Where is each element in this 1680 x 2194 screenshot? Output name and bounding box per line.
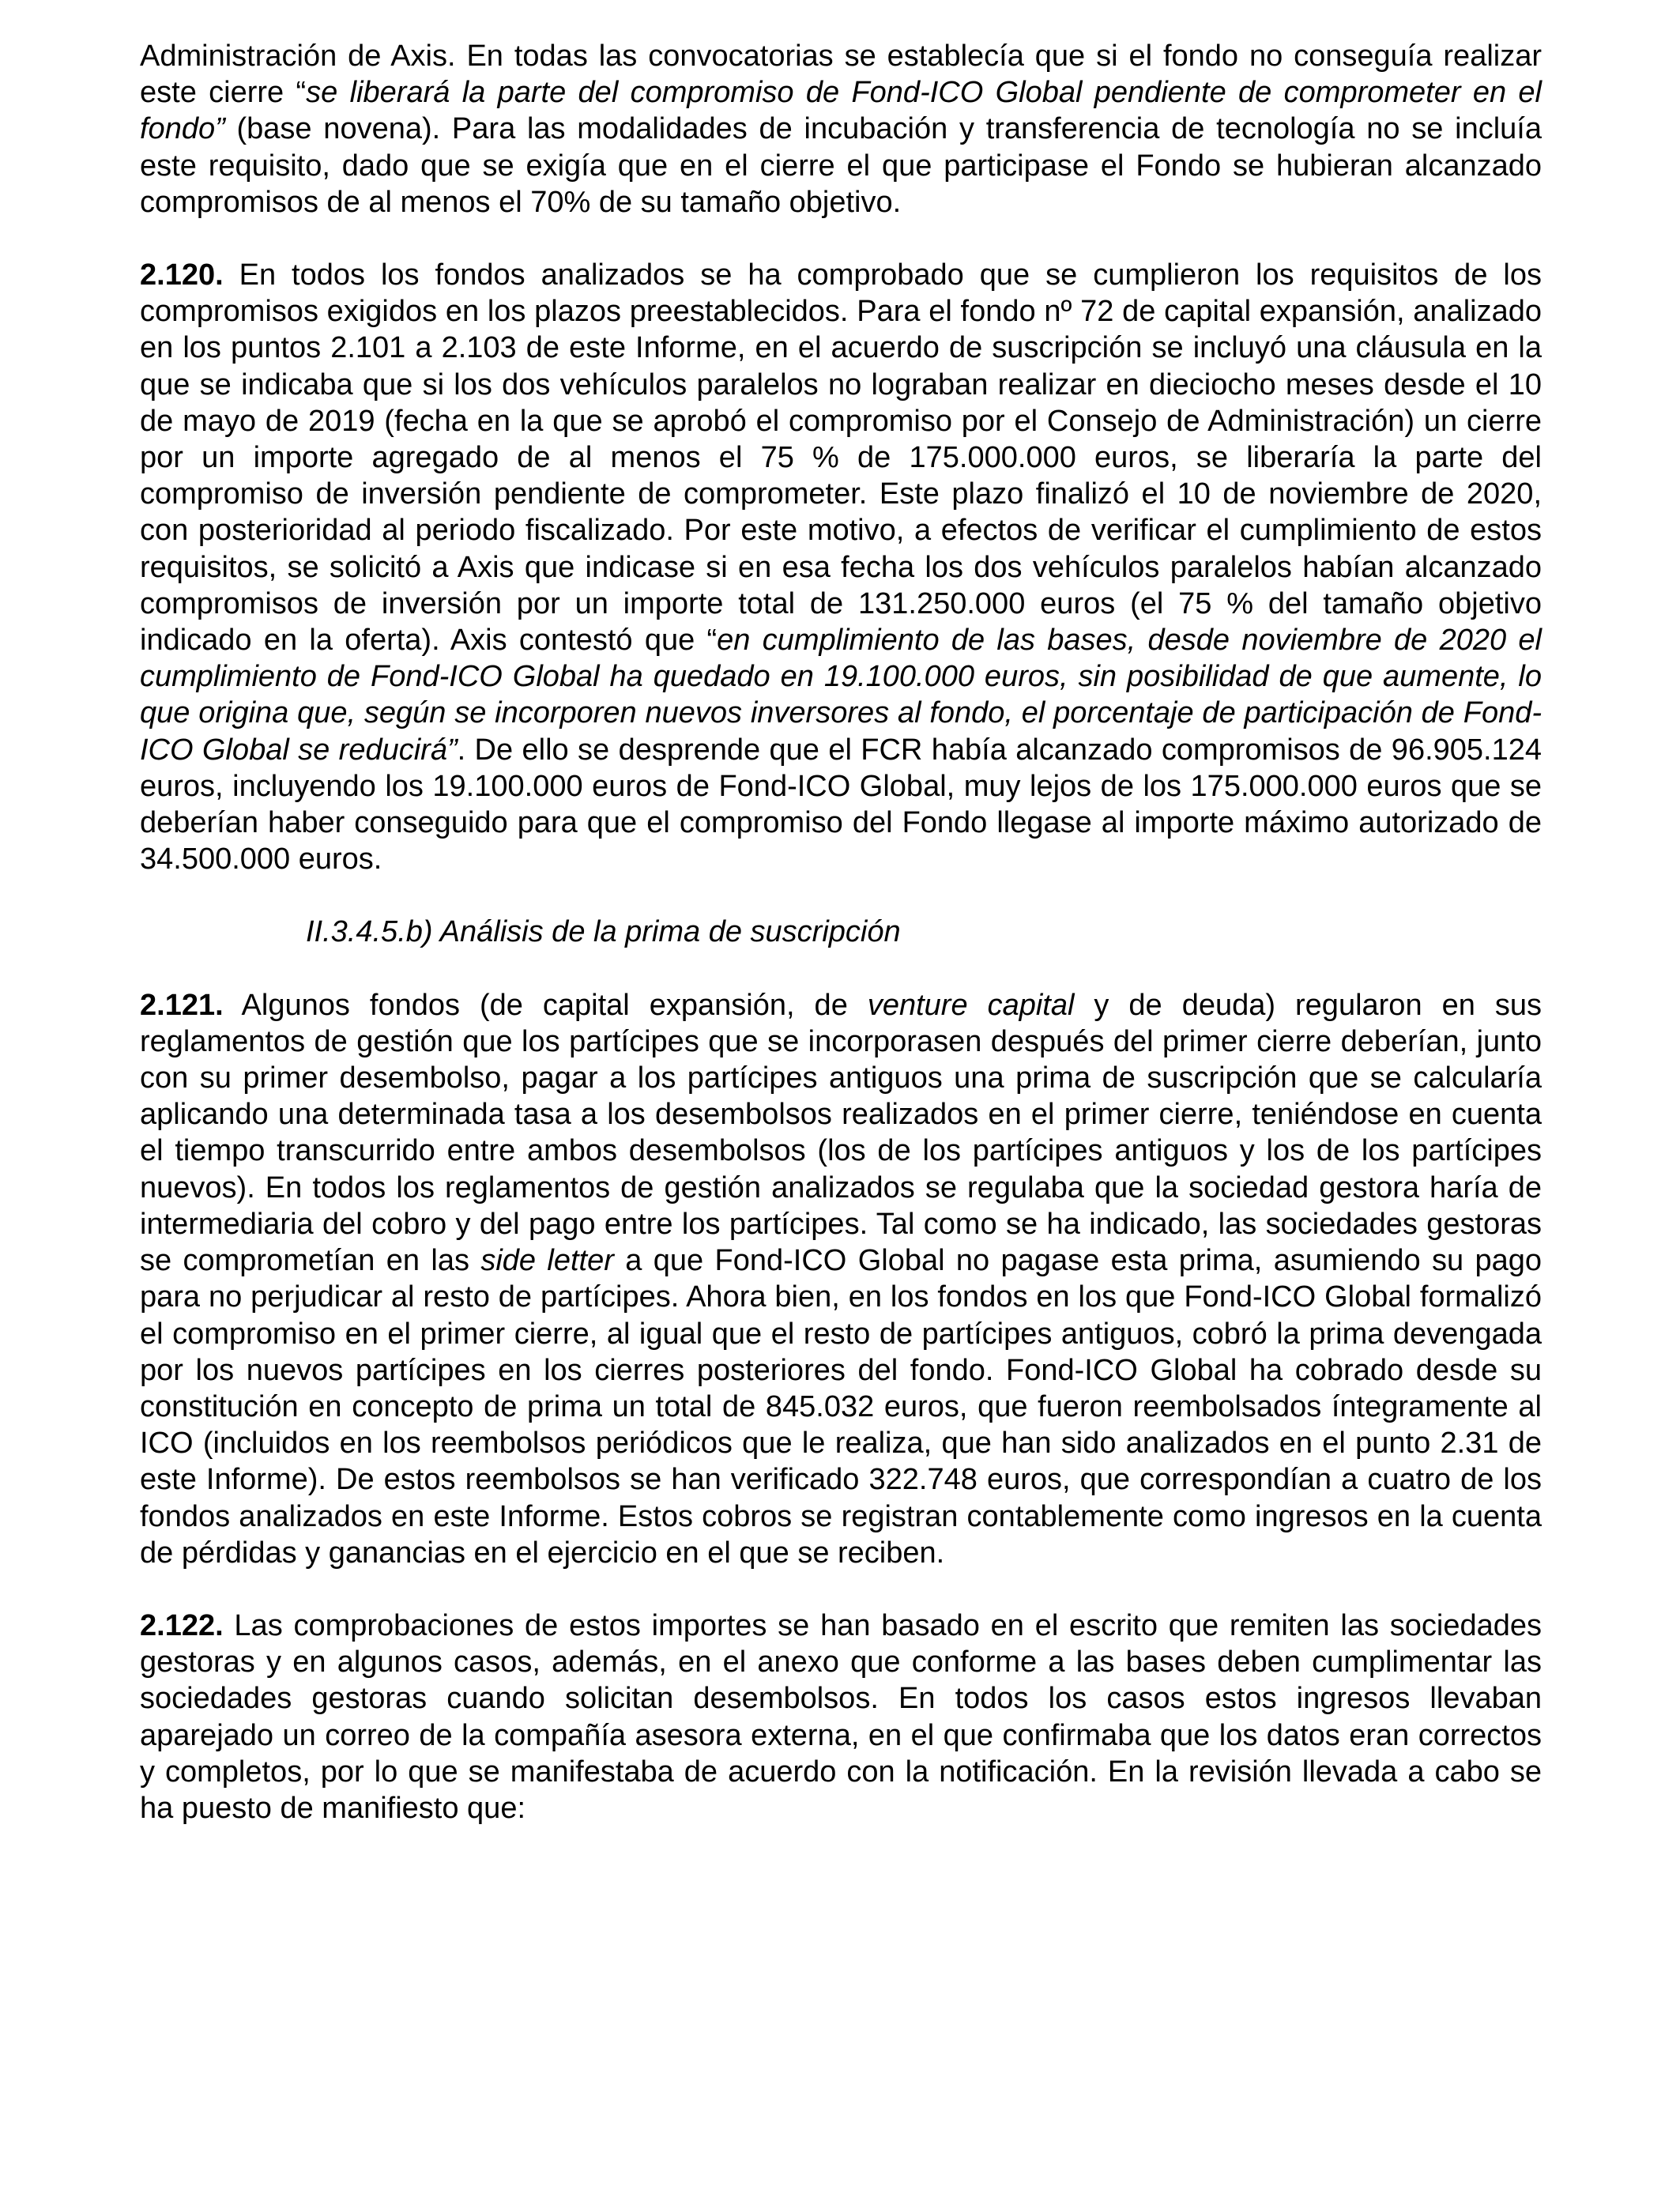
paragraph-text: (base novena). Para las modalidades de incubación y transferencia de tecnología no se incluía este requisito, dado que se exigía que en el cierre el que participase el Fondo se hubieran alcanzado compromisos de al menos el 70% de su tamaño objetivo. [140,112,1542,219]
quoted-clause: se liberará la parte del compromiso de Fond-ICO Global pendiente de comprometer en el fondo” [140,76,1542,146]
paragraph-number: 2.122. [140,1608,224,1642]
italic-term: side letter [480,1244,614,1278]
paragraph-text: y de deuda) regularon en sus reglamentos de gestión que los partícipes que se incorporasen después del primer cierre deberían, junto con su primer desembolso, pagar a los partícipes antiguos una prima de suscripción que se calcularía aplicando una determinada tasa a los desembolsos realizados en el primer cierre, teniéndose en cuenta el tiempo transcurrido entre ambos desembolsos (los de los partícipes antiguos y los de los partícipes nuevos). En todos los reglamentos de gestión analizados se regulaba que la sociedad gestora haría de intermediaria del cobro y del pago entre los partícipes. Tal como se ha indicado, las sociedades gestoras se comprometían en las [140,988,1542,1278]
paragraph-2-122 [140,1608,1542,1826]
paragraph-text: Las comprobaciones de estos importes se han basado en el escrito que remiten las sociedades gestoras y en algunos casos, además, en el anexo que conforme a las bases deben cumplimentar las sociedades gestoras cuando solicitan desembolsos. En todos los casos estos ingresos llevaban aparejado un correo de la compañía asesora externa, en el que confirmaba que los datos eran correctos y completos, por lo que se manifestaba de acuerdo con la notificación. En la revisión llevada a cabo se ha puesto de manifiesto que: [140,1608,1542,1825]
paragraph-number: 2.120. [140,258,224,292]
paragraph-text: En todos los fondos analizados se ha comprobado que se cumplieron los requisitos de los compromisos exigidos en los plazos preestablecidos. Para el fondo nº 72 de capital expansión, analizado en los puntos 2.101 a 2.103 de este Informe, en el acuerdo de suscripción se incluyó una cláusula en la que se indicaba que si los dos vehículos paralelos no lograban realizar en dieciocho meses desde el 10 de mayo de 2019 (fecha en la que se aprobó el compromiso por el Consejo de Administración) un cierre por un importe agregado de al menos el 75 % de 175.000.000 euros, se liberaría la parte del compromiso de inversión pendiente de comprometer. Este plazo finalizó el 10 de noviembre de 2020, con posterioridad al periodo fiscalizado. Por este motivo, a efectos de verificar el cumplimiento de estos requisitos, se solicitó a Axis que indicase si en esa fecha los dos vehículos paralelos habían alcanzado compromisos de inversión por un importe total de 131.250.000 euros (el 75 % del tamaño objetivo indicado en la oferta). Axis contestó que “ [140,258,1542,658]
paragraph-2-121 [140,987,1542,1571]
document-page [140,38,1542,1826]
paragraph-text: . De ello se desprende que el FCR había alcanzado compromisos de 96.905.124 euros, incluyendo los 19.100.000 euros de Fond-ICO Global, muy lejos de los 175.000.000 euros que se deberían haber conseguido para que el compromiso del Fondo llegase al importe máximo autorizado de 34.500.000 euros. [140,733,1542,876]
section-heading: II.3.4.5.b) Análisis de la prima de suscripción [306,915,901,949]
paragraph-text: a que Fond-ICO Global no pagase esta prima, asumiendo su pago para no perjudicar al resto de partícipes. Ahora bien, en los fondos en los que Fond-ICO Global formalizó el compromiso en el primer cierre, al igual que el resto de partícipes antiguos, cobró la prima devengada por los nuevos partícipes en los cierres posteriores del fondo. Fond-ICO Global ha cobrado desde su constitución en concepto de prima un total de 845.032 euros, que fueron reembolsados íntegramente al ICO (incluidos en los reembolsos periódicos que le realiza, que han sido analizados en el punto 2.31 de este Informe). De estos reembolsos se han verificado 322.748 euros, que correspondían a cuatro de los fondos analizados en este Informe. Estos cobros se registran contablemente como ingresos en la cuenta de pérdidas y ganancias en el ejercicio en el que se reciben. [140,1244,1543,1570]
italic-term: venture capital [867,988,1075,1022]
paragraph-text: Algunos fondos (de capital expansión, de [223,988,868,1022]
paragraph-number: 2.121. [140,988,224,1022]
paragraph-2-120 [140,257,1542,877]
paragraph-continuation [140,38,1542,221]
quoted-answer: en cumplimiento de las bases, desde noviembre de 2020 el cumplimiento de Fond-ICO Global ha quedado en 19.100.000 euros, sin posibilidad de que aumente, lo que origina que, según se incorporen nuevos inversores al fondo, el porcentaje de participación de Fond-ICO Global se reducirá” [140,624,1542,767]
paragraph-text: Administración de Axis. En todas las convocatorias se establecía que si el fondo no conseguía realizar este cierre “ [140,40,1542,110]
